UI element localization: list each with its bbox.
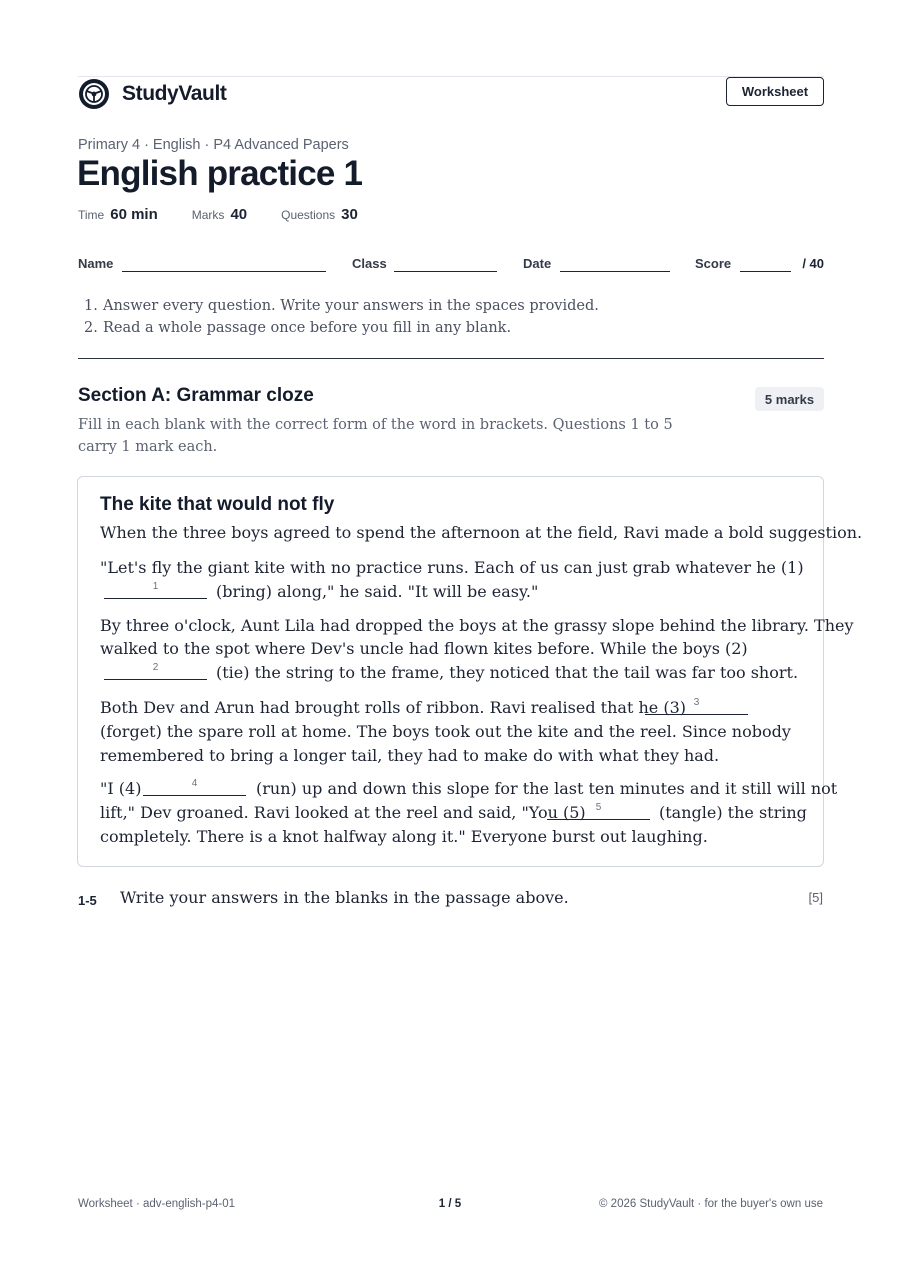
blank-2[interactable] <box>104 679 207 680</box>
class-field[interactable] <box>394 271 497 272</box>
top-rule <box>78 76 824 77</box>
brand <box>78 78 227 110</box>
footer-doc-id: Worksheet · adv-english-p4-01 <box>78 1198 236 1210</box>
blank-1[interactable] <box>104 598 207 599</box>
name-field[interactable] <box>122 271 326 272</box>
passage-line: "Let's fly the giant kite with no practice runs. Each of us can just grab whatever he (1) <box>100 558 804 577</box>
meta-row <box>78 206 392 223</box>
meta-time <box>78 206 158 223</box>
question-marks: [5] <box>808 890 823 905</box>
question-text: Write your answers in the blanks in the passage above. <box>120 888 569 907</box>
divider <box>78 358 824 359</box>
section-marks-badge: 5 marks <box>755 387 824 411</box>
score-label: Score <box>695 256 732 271</box>
meta-label: Marks <box>191 208 225 222</box>
date-field[interactable] <box>560 271 670 272</box>
blank-number: 1 <box>152 581 159 592</box>
passage-line: Both Dev and Arun had brought rolls of ribbon. Ravi realised that he (3) <box>100 698 686 717</box>
blank-number: 4 <box>191 778 198 789</box>
date-label: Date <box>523 256 552 271</box>
instruction-item: 1. Answer every question. Write your answers in the spaces provided. <box>84 298 599 314</box>
passage-line: When the three boys agreed to spend the afternoon at the field, Ravi made a bold suggestion. <box>100 523 863 542</box>
passage-line: remembered to bring a longer tail, they had to make do with what they had. <box>100 746 720 765</box>
section-title: Section A: Grammar cloze <box>78 385 314 406</box>
passage-line: (bring) along," he said. "It will be easy." <box>216 582 539 601</box>
passage-line: "I (4) <box>100 779 142 798</box>
passage-line: (tangle) the string <box>659 803 807 822</box>
passage-line: lift," Dev groaned. Ravi looked at the reel and said, "You (5) <box>100 803 586 822</box>
brand-name: StudyVault <box>122 82 227 105</box>
passage-line: By three o'clock, Aunt Lila had dropped the boys at the grassy slope behind the library. They <box>100 616 854 635</box>
meta-label: Time <box>78 208 105 222</box>
score-total: / 40 <box>802 256 824 271</box>
passage-line: (tie) the string to the frame, they noticed that the tail was far too short. <box>216 663 799 682</box>
footer-copyright: © 2026 StudyVault · for the buyer's own use <box>599 1198 823 1210</box>
blank-number: 5 <box>595 802 602 813</box>
passage-line: (run) up and down this slope for the last ten minutes and it still will not <box>256 779 838 798</box>
meta-value: 30 <box>341 206 358 223</box>
instruction-item: 2. Read a whole passage once before you fill in any blank. <box>84 320 512 336</box>
breadcrumb: Primary 4 · English · P4 Advanced Papers <box>78 137 349 153</box>
page-title: English practice 1 <box>77 154 363 193</box>
blank-number: 2 <box>152 662 159 673</box>
passage-line: completely. There is a knot halfway along it." Everyone burst out laughing. <box>100 827 708 846</box>
worksheet-badge: Worksheet <box>726 77 824 106</box>
class-label: Class <box>352 256 387 271</box>
section-intro: Fill in each blank with the correct form of the word in brackets. Questions 1 to 5 carry 1 mark each. <box>78 417 673 455</box>
score-field[interactable] <box>740 271 791 272</box>
passage-title: The kite that would not fly <box>100 494 335 515</box>
footer-page-number: 1 / 5 <box>438 1198 462 1210</box>
name-label: Name <box>78 256 114 271</box>
instructions-list <box>84 295 599 339</box>
meta-questions <box>281 206 358 223</box>
blank-4[interactable] <box>143 795 246 796</box>
blank-5[interactable] <box>547 819 650 820</box>
student-fields <box>78 254 824 274</box>
blank-number: 3 <box>693 697 700 708</box>
blank-3[interactable] <box>645 714 748 715</box>
meta-label: Questions <box>281 208 336 222</box>
passage-line: (forget) the spare roll at home. The boys took out the kite and the reel. Since nobody <box>100 722 791 741</box>
meta-value: 40 <box>230 206 248 223</box>
meta-marks <box>192 206 247 223</box>
meta-value: 60 min <box>110 206 158 223</box>
passage-line: walked to the spot where Dev's uncle had flown kites before. While the boys (2) <box>100 639 748 658</box>
question-number: 1-5 <box>78 893 97 908</box>
steering-wheel-icon <box>78 78 110 110</box>
